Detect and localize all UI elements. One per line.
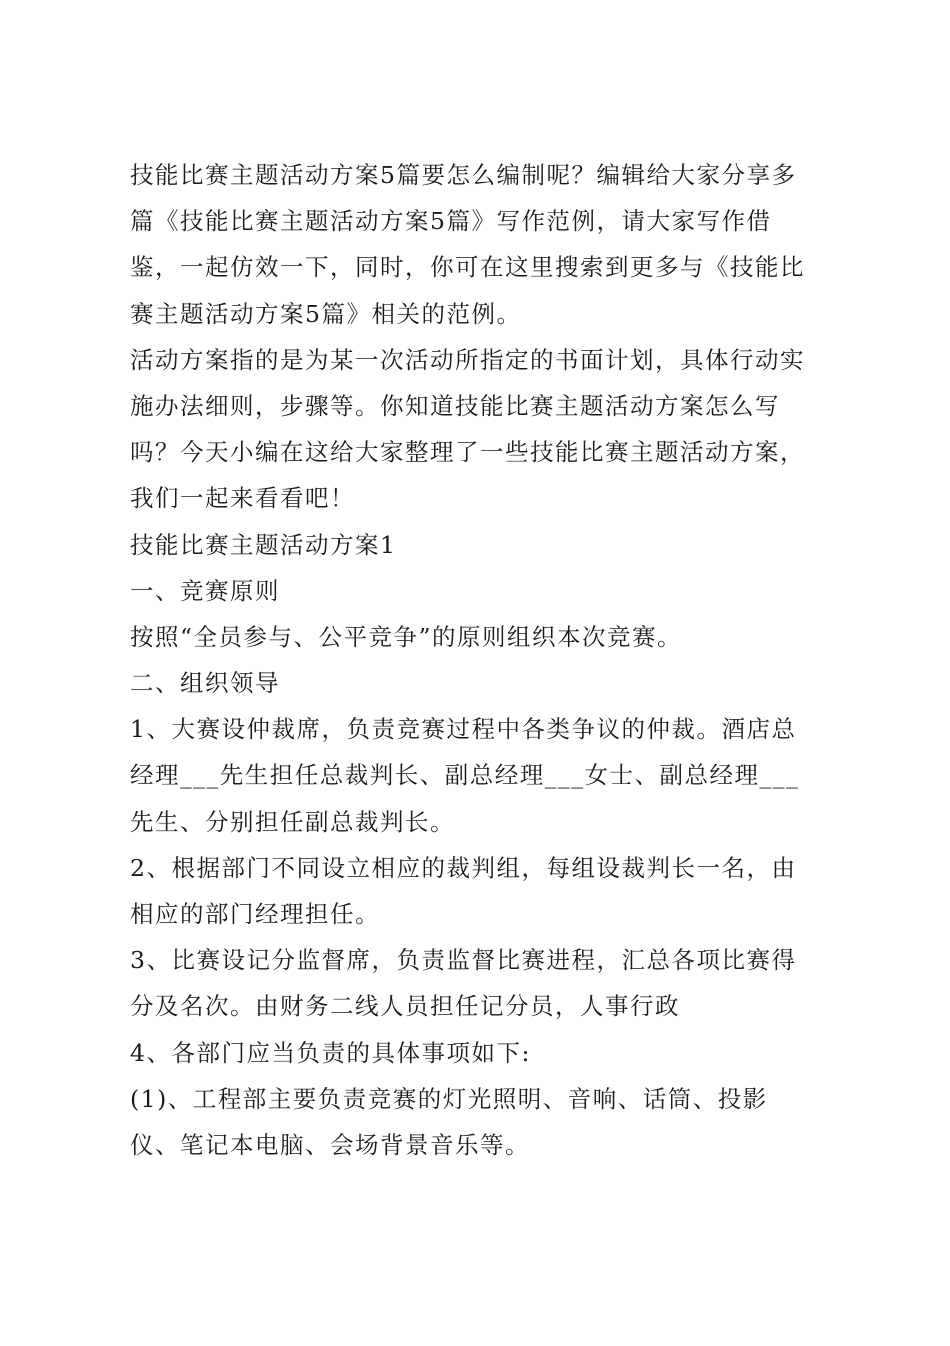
item-4-line-1: 4、各部门应当负责的具体事项如下:	[130, 1038, 531, 1067]
definition-line-2: 施办法细则，步骤等。你知道技能比赛主题活动方案怎么写	[130, 391, 780, 420]
heading-organization: 二、组织领导	[130, 669, 280, 698]
subitem-1-line-1: (1)、工程部主要负责竞赛的灯光照明、音响、话筒、投影	[130, 1084, 768, 1113]
definition-line-4: 我们一起来看看吧！	[130, 484, 355, 513]
heading-competition-principle: 一、竞赛原则	[130, 576, 280, 605]
item-1-line-1: 1、大赛设仲裁席，负责竞赛过程中各类争议的仲裁。酒店总	[130, 715, 797, 744]
intro-line-3: 鉴，一起仿效一下，同时，你可在这里搜索到更多与《技能比	[130, 253, 805, 282]
definition-line-1: 活动方案指的是为某一次活动所指定的书面计划，具体行动实	[130, 345, 805, 374]
item-1-line-3: 先生、分别担任副总裁判长。	[130, 807, 455, 836]
item-3-line-2: 分及名次。由财务二线人员担任记分员，人事行政	[130, 992, 680, 1021]
item-1-line-2: 经理___先生担任总裁判长、副总经理___女士、副总经理___	[130, 761, 800, 790]
subitem-1-line-2: 仪、笔记本电脑、会场背景音乐等。	[130, 1130, 530, 1159]
section-title: 技能比赛主题活动方案1	[130, 530, 397, 559]
definition-line-3: 吗？今天小编在这给大家整理了一些技能比赛主题活动方案，	[130, 438, 805, 467]
intro-line-2: 篇《技能比赛主题活动方案5篇》写作范例，请大家写作借	[130, 207, 772, 236]
principle-text: 按照“全员参与、公平竞争”的原则组织本次竞赛。	[130, 622, 683, 651]
document-body	[130, 152, 830, 1168]
item-2-line-2: 相应的部门经理担任。	[130, 900, 380, 928]
item-2-line-1: 2、根据部门不同设立相应的裁判组，每组设裁判长一名，由	[130, 853, 797, 882]
item-3-line-1: 3、比赛设记分监督席，负责监督比赛进程，汇总各项比赛得	[130, 946, 797, 975]
intro-line-1: 技能比赛主题活动方案5篇要怎么编制呢？编辑给大家分享多	[130, 161, 797, 189]
intro-line-4: 赛主题活动方案5篇》相关的范例。	[130, 299, 522, 328]
